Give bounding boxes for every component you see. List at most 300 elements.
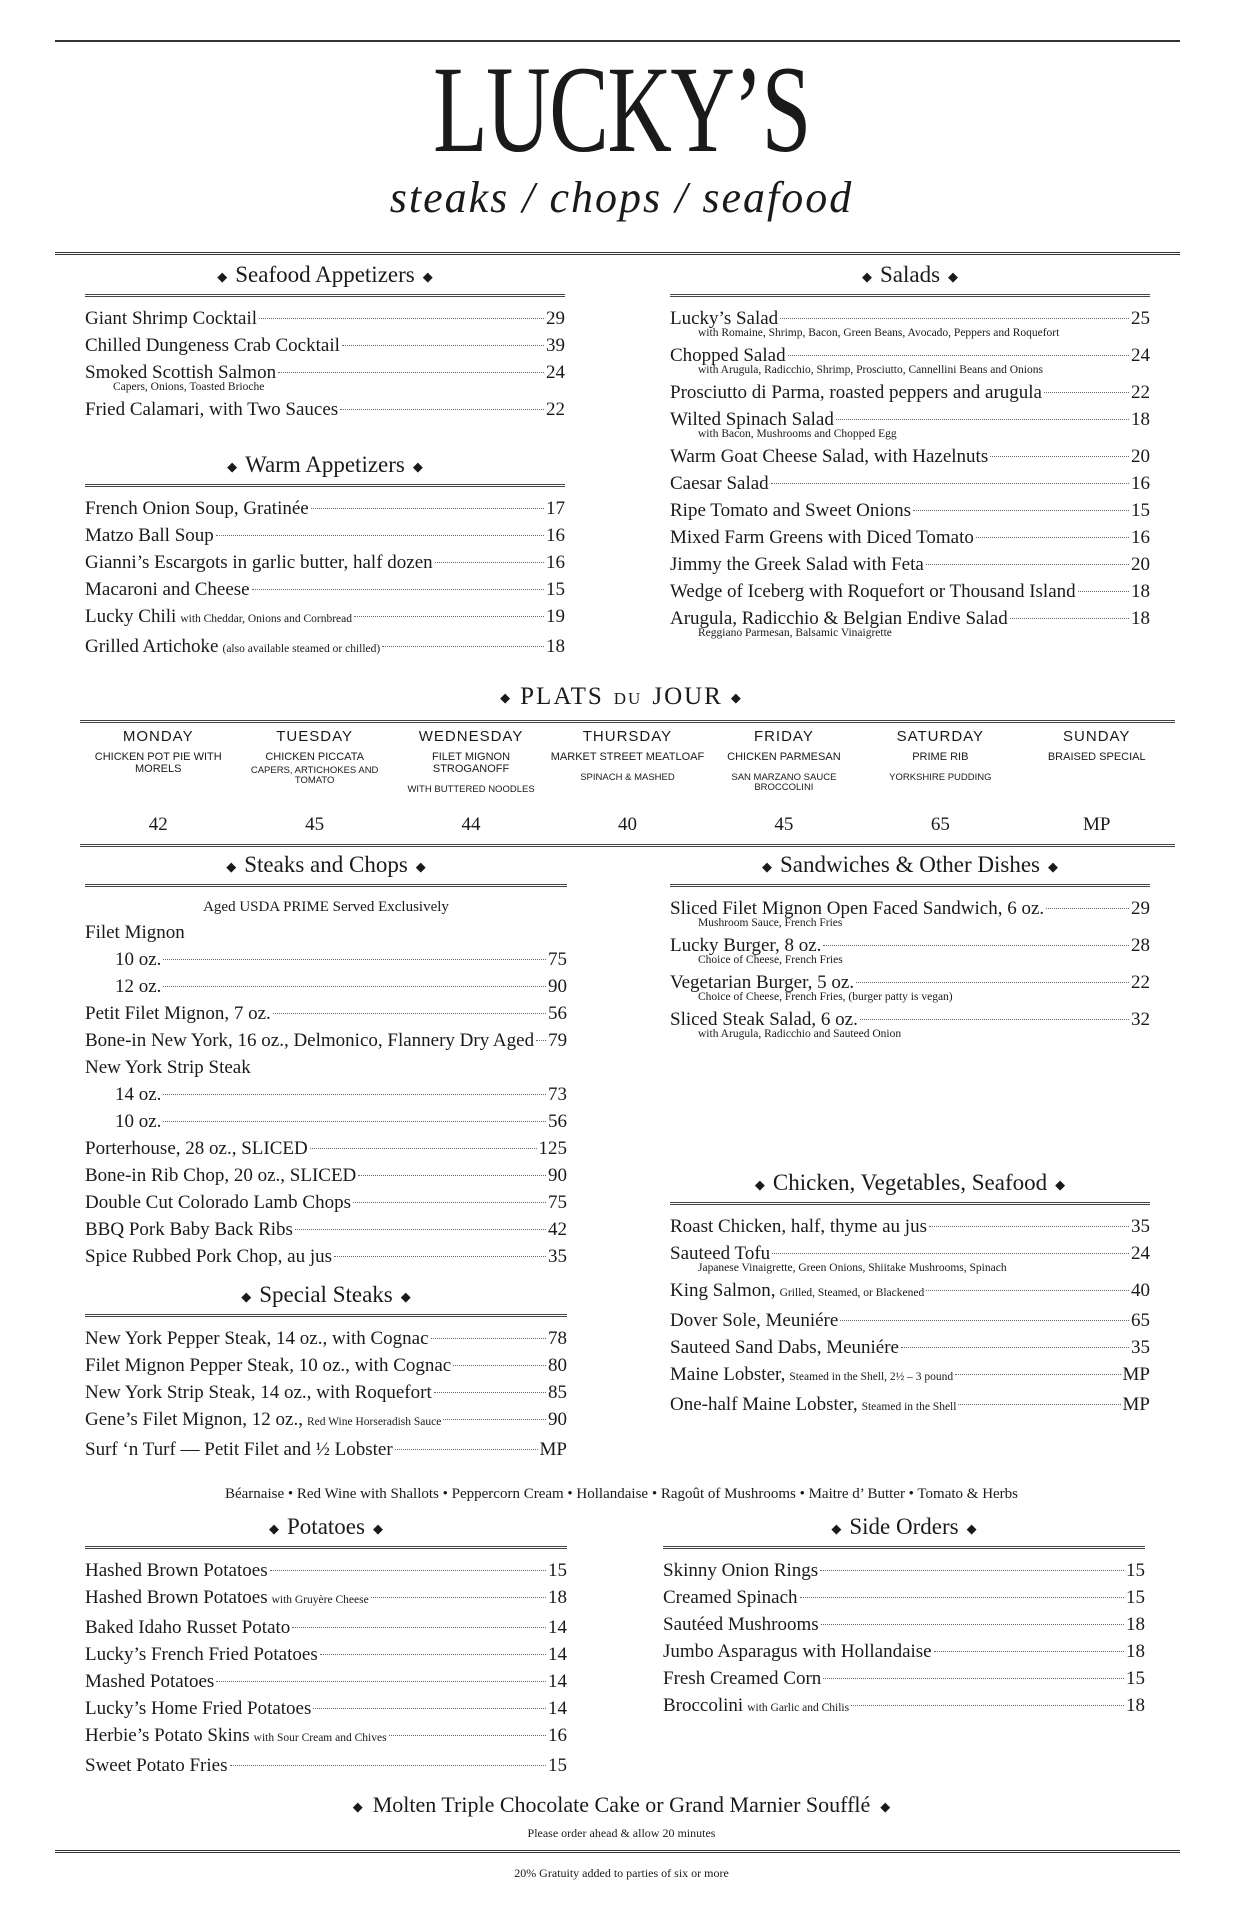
dot-leader (856, 982, 1129, 983)
item-name: Petit Filet Mignon, 7 oz. (85, 1003, 271, 1024)
dot-leader (395, 1449, 538, 1450)
menu-list (670, 895, 1150, 1040)
item-name: Lucky’s Salad (670, 308, 779, 329)
dot-leader (1078, 591, 1129, 592)
item-price: 20 (1131, 446, 1150, 467)
menu-item (663, 1611, 1145, 1638)
item-name: 10 oz. (115, 949, 162, 970)
item-detail: Steamed in the Shell, 2½ – 3 pound (789, 1371, 954, 1383)
dessert-title: ◆ Molten Triple Chocolate Cake or Grand Marnier Soufflé ◆ (352, 1792, 891, 1817)
dessert-note: Please order ahead & allow 20 minutes (527, 1826, 716, 1840)
menu-list (85, 1000, 567, 1054)
day-dish: PRIME RIB (912, 751, 969, 763)
dot-leader (536, 1040, 546, 1041)
menu-list (85, 495, 565, 663)
item-name: Bone-in Rib Chop, 20 oz., SLICED (85, 1165, 357, 1186)
item-name: Spice Rubbed Pork Chop, au jus (85, 1246, 332, 1267)
plat-day (393, 728, 549, 795)
item-price: MP (539, 1439, 567, 1460)
menu-item (670, 524, 1150, 551)
dot-leader (358, 1175, 546, 1176)
strip-steak-heading: New York Strip Steak (85, 1057, 251, 1078)
item-name: Grilled Artichoke (also available steamed or chilled) (85, 636, 381, 657)
dot-leader (252, 589, 544, 590)
menu-item (85, 305, 565, 332)
day-price: 65 (930, 814, 950, 835)
plats-prices (80, 814, 1175, 836)
item-price: 39 (546, 335, 565, 356)
day-name: THURSDAY (582, 728, 673, 745)
dot-leader (278, 372, 544, 373)
item-name: Matzo Ball Soup (85, 525, 214, 546)
item-name: 14 oz. (115, 1084, 162, 1105)
item-name: Broccolini with Garlic and Chilis (663, 1695, 850, 1716)
dot-leader (780, 318, 1129, 319)
section-title: ◆ Side Orders ◆ (831, 1514, 977, 1539)
dot-leader (913, 510, 1129, 511)
dot-leader (434, 1392, 546, 1393)
menu-item (670, 1361, 1150, 1391)
item-name: Surf ‘n Turf — Petit Filet and ½ Lobster (85, 1439, 393, 1460)
menu-item (663, 1665, 1145, 1692)
item-price: 16 (1131, 527, 1150, 548)
item-price: 19 (546, 606, 565, 627)
menu-list (85, 1135, 567, 1270)
item-name: Fresh Creamed Corn (663, 1668, 822, 1689)
item-price: 35 (1131, 1216, 1150, 1237)
item-name: Ripe Tomato and Sweet Onions (670, 500, 912, 521)
day-dish: BRAISED SPECIAL (1047, 751, 1146, 763)
dot-leader (311, 508, 544, 509)
item-name: Creamed Spinach (663, 1587, 798, 1608)
menu-item (85, 1641, 567, 1668)
item-price: 14 (548, 1698, 567, 1719)
menu-item (85, 1722, 567, 1752)
menu-item (85, 1695, 567, 1722)
dot-leader (292, 1627, 546, 1628)
potatoes-section (85, 1514, 567, 1779)
item-price: 15 (1126, 1668, 1145, 1689)
item-price: 22 (1131, 382, 1150, 403)
item-name: 10 oz. (115, 1111, 162, 1132)
menu-item (115, 973, 567, 1000)
item-name: Arugula, Radicchio & Belgian Endive Salad (670, 608, 1008, 629)
day-name: TUESDAY (276, 728, 353, 745)
dot-leader (216, 535, 544, 536)
item-name: Hashed Brown Potatoes (85, 1560, 268, 1581)
dot-leader (310, 1148, 537, 1149)
menu-item (85, 396, 565, 423)
dot-leader (934, 1651, 1124, 1652)
dot-leader (273, 1013, 546, 1014)
menu-item (670, 578, 1150, 605)
dot-leader (230, 1765, 547, 1766)
plats-top-rule (80, 720, 1175, 723)
item-name: Baked Idaho Russet Potato (85, 1617, 291, 1638)
plats-bottom-rule (80, 844, 1175, 847)
menu-item (670, 379, 1150, 406)
dot-leader (958, 1404, 1120, 1405)
dot-leader (821, 1624, 1124, 1625)
item-name: Maine Lobster, Steamed in the Shell, 2½ – 3 pound (670, 1364, 954, 1385)
dot-leader (354, 616, 544, 617)
warm-appetizers-section (85, 452, 565, 663)
item-price: 79 (548, 1030, 568, 1051)
item-name: Sliced Steak Salad, 6 oz. (670, 1009, 858, 1030)
dot-leader (295, 1229, 546, 1230)
item-price: 15 (1126, 1560, 1145, 1581)
dot-leader (334, 1256, 546, 1257)
footer-rule (55, 1850, 1180, 1853)
item-price: 15 (1126, 1587, 1145, 1608)
item-price: 20 (1131, 554, 1150, 575)
item-price: 18 (1126, 1695, 1145, 1716)
item-price: 24 (1131, 345, 1150, 366)
item-price: MP (1122, 1364, 1150, 1385)
day-dish: CHICKEN POT PIE WITH MORELS (94, 751, 222, 775)
plat-day (80, 728, 236, 795)
day-price: 44 (461, 814, 481, 835)
dot-leader (851, 1705, 1124, 1706)
dot-leader (340, 409, 544, 410)
menu-list (85, 1325, 567, 1463)
menu-item (85, 633, 565, 663)
section-title: ◆ Chicken, Vegetables, Seafood ◆ (754, 1170, 1066, 1195)
item-price: 42 (548, 1219, 567, 1240)
item-name: Dover Sole, Meuniére (670, 1310, 839, 1331)
item-price: 24 (1131, 1243, 1150, 1264)
item-detail: with Gruyère Cheese (271, 1594, 369, 1606)
menu-item (115, 1108, 567, 1135)
tagline: steaks / chops / seafood (389, 173, 854, 222)
item-name: Vegetarian Burger, 5 oz. (670, 972, 855, 993)
day-dish: MARKET STREET MEATLOAF (550, 751, 705, 763)
menu-item (670, 470, 1150, 497)
dot-leader (435, 562, 544, 563)
day-side: SPINACH & MASHED (580, 772, 675, 783)
dot-leader (443, 1419, 546, 1420)
day-price: 42 (148, 814, 168, 835)
section-title: ◆ Salads ◆ (861, 262, 959, 287)
section-title: ◆ Potatoes ◆ (269, 1514, 383, 1539)
item-price: 24 (546, 362, 565, 383)
item-price: 75 (548, 949, 567, 970)
item-price: 15 (548, 1755, 567, 1776)
steaks-subtitle: Aged USDA PRIME Served Exclusively (203, 899, 449, 915)
menu-item (115, 946, 567, 973)
menu-item (85, 522, 565, 549)
day-price: 40 (617, 814, 637, 835)
day-price: 45 (305, 814, 325, 835)
item-price: 90 (548, 1409, 567, 1430)
item-price: 32 (1131, 1009, 1150, 1030)
dot-leader (259, 318, 544, 319)
item-name: Porterhouse, 28 oz., SLICED (85, 1138, 308, 1159)
item-name: Sauteed Tofu (670, 1243, 771, 1264)
header-rule (55, 252, 1180, 255)
dot-leader (389, 1735, 546, 1736)
day-name: FRIDAY (753, 728, 814, 745)
day-name: SUNDAY (1063, 728, 1131, 745)
item-name: Herbie’s Potato Skins with Sour Cream and Chives (85, 1725, 387, 1746)
item-name: King Salmon, Grilled, Steamed, or Blackened (670, 1280, 925, 1301)
special-steaks-section (85, 1282, 567, 1463)
menu-item (85, 603, 565, 633)
dot-leader (1046, 908, 1129, 909)
item-detail: Grilled, Steamed, or Blackened (779, 1287, 925, 1299)
dot-leader (342, 345, 544, 346)
dot-leader (163, 986, 546, 987)
item-name: New York Pepper Steak, 14 oz., with Cognac (85, 1328, 429, 1349)
item-price: 18 (1131, 409, 1150, 430)
filet-mignon-heading: Filet Mignon (85, 922, 185, 943)
menu-item (670, 1334, 1150, 1361)
menu-item (85, 549, 565, 576)
dot-leader (216, 1681, 546, 1682)
plat-day (862, 728, 1018, 795)
item-price: 17 (546, 498, 565, 519)
item-price: 15 (1131, 500, 1150, 521)
section-title: ◆ Sandwiches & Other Dishes ◆ (762, 852, 1058, 877)
item-name: Warm Goat Cheese Salad, with Hazelnuts (670, 446, 989, 467)
day-side: WITH BUTTERED NOODLES (407, 784, 535, 795)
dot-leader (926, 564, 1129, 565)
item-price: 75 (548, 1192, 567, 1213)
menu-item (670, 1391, 1150, 1421)
item-price: 35 (1131, 1337, 1150, 1358)
dot-leader (800, 1597, 1124, 1598)
item-name: Giant Shrimp Cocktail (85, 308, 258, 329)
day-dish: FILET MIGNON STROGANOFF (432, 751, 511, 775)
item-name: Double Cut Colorado Lamb Chops (85, 1192, 351, 1213)
item-name: Wilted Spinach Salad (670, 409, 834, 430)
section-title: ◆ Special Steaks ◆ (241, 1282, 411, 1307)
dot-leader (313, 1708, 546, 1709)
menu-item (85, 1752, 567, 1779)
item-price: 18 (1131, 608, 1150, 629)
menu-item (85, 1189, 567, 1216)
plat-day (706, 728, 862, 795)
item-name: Sweet Potato Fries (85, 1755, 228, 1776)
dot-leader (163, 1094, 546, 1095)
item-detail: with Cheddar, Onions and Cornbread (180, 613, 352, 625)
menu-item (85, 1584, 567, 1614)
item-price: 18 (546, 636, 565, 657)
item-note: Japanese Vinaigrette, Green Onions, Shiitake Mushrooms, Spinach (698, 1262, 1007, 1274)
menu-item (663, 1584, 1145, 1611)
item-name: Hashed Brown Potatoes with Gruyère Cheese (85, 1587, 369, 1608)
item-name: Macaroni and Cheese (85, 579, 250, 600)
menu-item (670, 497, 1150, 524)
menu-item (85, 1027, 567, 1054)
menu-item (670, 1213, 1150, 1240)
day-side: SAN MARZANO SAUCE BROCCOLINI (731, 772, 837, 793)
item-note: Capers, Onions, Toasted Brioche (113, 381, 265, 393)
menu-item (85, 1406, 567, 1436)
menu-item (663, 1557, 1145, 1584)
day-price: 45 (774, 814, 794, 835)
salads-section (670, 262, 1150, 642)
chicken-section (670, 1170, 1150, 1421)
menu-item (85, 1162, 567, 1189)
plats-du-jour-title: ◆ PLATS DU JOUR ◆ (500, 683, 743, 710)
item-price: 16 (546, 525, 565, 546)
menu-item (663, 1692, 1145, 1722)
item-price: 14 (548, 1671, 567, 1692)
item-price: 80 (548, 1355, 567, 1376)
item-name: Mashed Potatoes (85, 1671, 215, 1692)
item-price: 35 (548, 1246, 567, 1267)
menu-list (85, 1081, 567, 1135)
section-title: ◆ Seafood Appetizers ◆ (217, 262, 433, 287)
dot-leader (955, 1374, 1120, 1375)
item-price: 15 (548, 1560, 567, 1581)
dot-leader (840, 1320, 1129, 1321)
day-dish: CHICKEN PARMESAN (727, 751, 841, 763)
menu-list (663, 1557, 1145, 1722)
item-name: Bone-in New York, 16 oz., Delmonico, Flannery Dry Aged (85, 1030, 535, 1051)
item-name: Lucky’s French Fried Potatoes (85, 1644, 318, 1665)
menu-list (85, 305, 565, 423)
item-name: One-half Maine Lobster, Steamed in the Shell (670, 1394, 957, 1415)
item-note: with Arugula, Radicchio, Shrimp, Prosciutto, Cannellini Beans and Onions (698, 364, 1043, 376)
item-name: Sauteed Sand Dabs, Meuniére (670, 1337, 899, 1358)
item-price: 18 (1126, 1614, 1145, 1635)
dot-leader (860, 1019, 1129, 1020)
item-price: 22 (546, 399, 565, 420)
side-orders-section (663, 1514, 1145, 1722)
item-name: French Onion Soup, Gratinée (85, 498, 309, 519)
item-detail: with Sour Cream and Chives (253, 1732, 387, 1744)
item-name: BBQ Pork Baby Back Ribs (85, 1219, 293, 1240)
item-price: 90 (548, 976, 567, 997)
section-title: ◆ Warm Appetizers ◆ (227, 452, 423, 477)
day-price: MP (1083, 814, 1111, 835)
item-name: Sautéed Mushrooms (663, 1614, 819, 1635)
item-name: Chilled Dungeness Crab Cocktail (85, 335, 340, 356)
item-name: Fried Calamari, with Two Sauces (85, 399, 339, 420)
menu-item (85, 1135, 567, 1162)
menu-item (670, 1277, 1150, 1307)
item-price: 40 (1131, 1280, 1150, 1301)
dot-leader (976, 537, 1129, 538)
menu-item (85, 1352, 567, 1379)
dot-leader (823, 945, 1129, 946)
item-price: 73 (548, 1084, 567, 1105)
item-price: 85 (548, 1382, 567, 1403)
item-name: Lucky’s Home Fried Potatoes (85, 1698, 312, 1719)
item-name: Caesar Salad (670, 473, 769, 494)
menu-item (85, 495, 565, 522)
day-name: WEDNESDAY (418, 728, 524, 745)
dot-leader (788, 355, 1129, 356)
item-price: MP (1122, 1394, 1150, 1415)
item-price: 25 (1131, 308, 1150, 329)
item-name: Lucky Chili with Cheddar, Onions and Cornbread (85, 606, 352, 627)
menu-list (85, 1557, 567, 1779)
item-name: Filet Mignon Pepper Steak, 10 oz., with Cognac (85, 1355, 452, 1376)
item-price: 18 (1131, 581, 1150, 602)
seafood-appetizers-section (85, 262, 565, 423)
gratuity-note: 20% Gratuity added to parties of six or more (514, 1866, 729, 1880)
item-price: 16 (1131, 473, 1150, 494)
item-price: 18 (1126, 1641, 1145, 1662)
item-name: Chopped Salad (670, 345, 786, 366)
brand-logo: LUCKY’S (433, 41, 810, 178)
item-name: Gianni’s Escargots in garlic butter, half dozen (85, 552, 433, 573)
item-price: 28 (1131, 935, 1150, 956)
item-note: with Romaine, Shrimp, Bacon, Green Beans, Avocado, Peppers and Roquefort (698, 327, 1060, 339)
item-note: with Bacon, Mushrooms and Chopped Egg (698, 428, 897, 440)
steaks-section (85, 852, 567, 1270)
item-price: 78 (548, 1328, 567, 1349)
menu-item (85, 1557, 567, 1584)
dot-leader (163, 1121, 546, 1122)
menu-list (670, 305, 1150, 639)
item-price: 29 (1131, 898, 1150, 919)
item-detail: with Garlic and Chilis (747, 1702, 850, 1714)
item-note: Reggiano Parmesan, Balsamic Vinaigrette (698, 627, 892, 639)
menu-item (85, 1325, 567, 1352)
item-detail: (also available steamed or chilled) (222, 643, 381, 655)
menu-item (85, 1216, 567, 1243)
dot-leader (371, 1597, 546, 1598)
dot-leader (163, 959, 546, 960)
dot-leader (1010, 618, 1129, 619)
dot-leader (431, 1338, 546, 1339)
plat-day (549, 728, 705, 795)
item-name: Jimmy the Greek Salad with Feta (670, 554, 924, 575)
dot-leader (320, 1654, 546, 1655)
menu-item (85, 1436, 567, 1463)
item-name: Mixed Farm Greens with Diced Tomato (670, 527, 974, 548)
item-note: with Arugula, Radicchio and Sauteed Onion (698, 1028, 902, 1040)
item-price: 65 (1131, 1310, 1150, 1331)
plat-day (1019, 728, 1175, 795)
item-name: Prosciutto di Parma, roasted peppers and arugula (670, 382, 1042, 403)
sauces-line: Béarnaise • Red Wine with Shallots • Peppercorn Cream • Hollandaise • Ragoût of Mushrooms • Maitre d’ Butter • Tomato & Herbs (224, 1486, 1019, 1502)
item-price: 22 (1131, 972, 1150, 993)
dot-leader (929, 1226, 1129, 1227)
item-price: 16 (548, 1725, 567, 1746)
item-price: 125 (538, 1138, 567, 1159)
dot-leader (382, 646, 544, 647)
menu-item (85, 332, 565, 359)
item-note: Choice of Cheese, French Fries (698, 954, 843, 966)
plats-days (80, 728, 1175, 795)
item-price: 16 (546, 552, 565, 573)
sandwiches-section (670, 852, 1150, 1043)
menu-item (85, 1243, 567, 1270)
dot-leader (453, 1365, 546, 1366)
dot-leader (926, 1290, 1129, 1291)
dot-leader (771, 483, 1129, 484)
day-dish: CHICKEN PICCATA (265, 751, 364, 763)
plat-day (236, 728, 392, 795)
day-side: YORKSHIRE PUDDING (889, 772, 992, 783)
item-price: 18 (548, 1587, 567, 1608)
item-price: 14 (548, 1644, 567, 1665)
item-name: Sliced Filet Mignon Open Faced Sandwich, 6 oz. (670, 898, 1045, 919)
dot-leader (823, 1678, 1124, 1679)
day-name: MONDAY (122, 728, 194, 745)
item-name: Smoked Scottish Salmon (85, 362, 277, 383)
dot-leader (836, 419, 1129, 420)
item-price: 29 (546, 308, 565, 329)
item-name: 12 oz. (115, 976, 162, 997)
dot-leader (772, 1253, 1129, 1254)
day-name: SATURDAY (896, 728, 985, 745)
